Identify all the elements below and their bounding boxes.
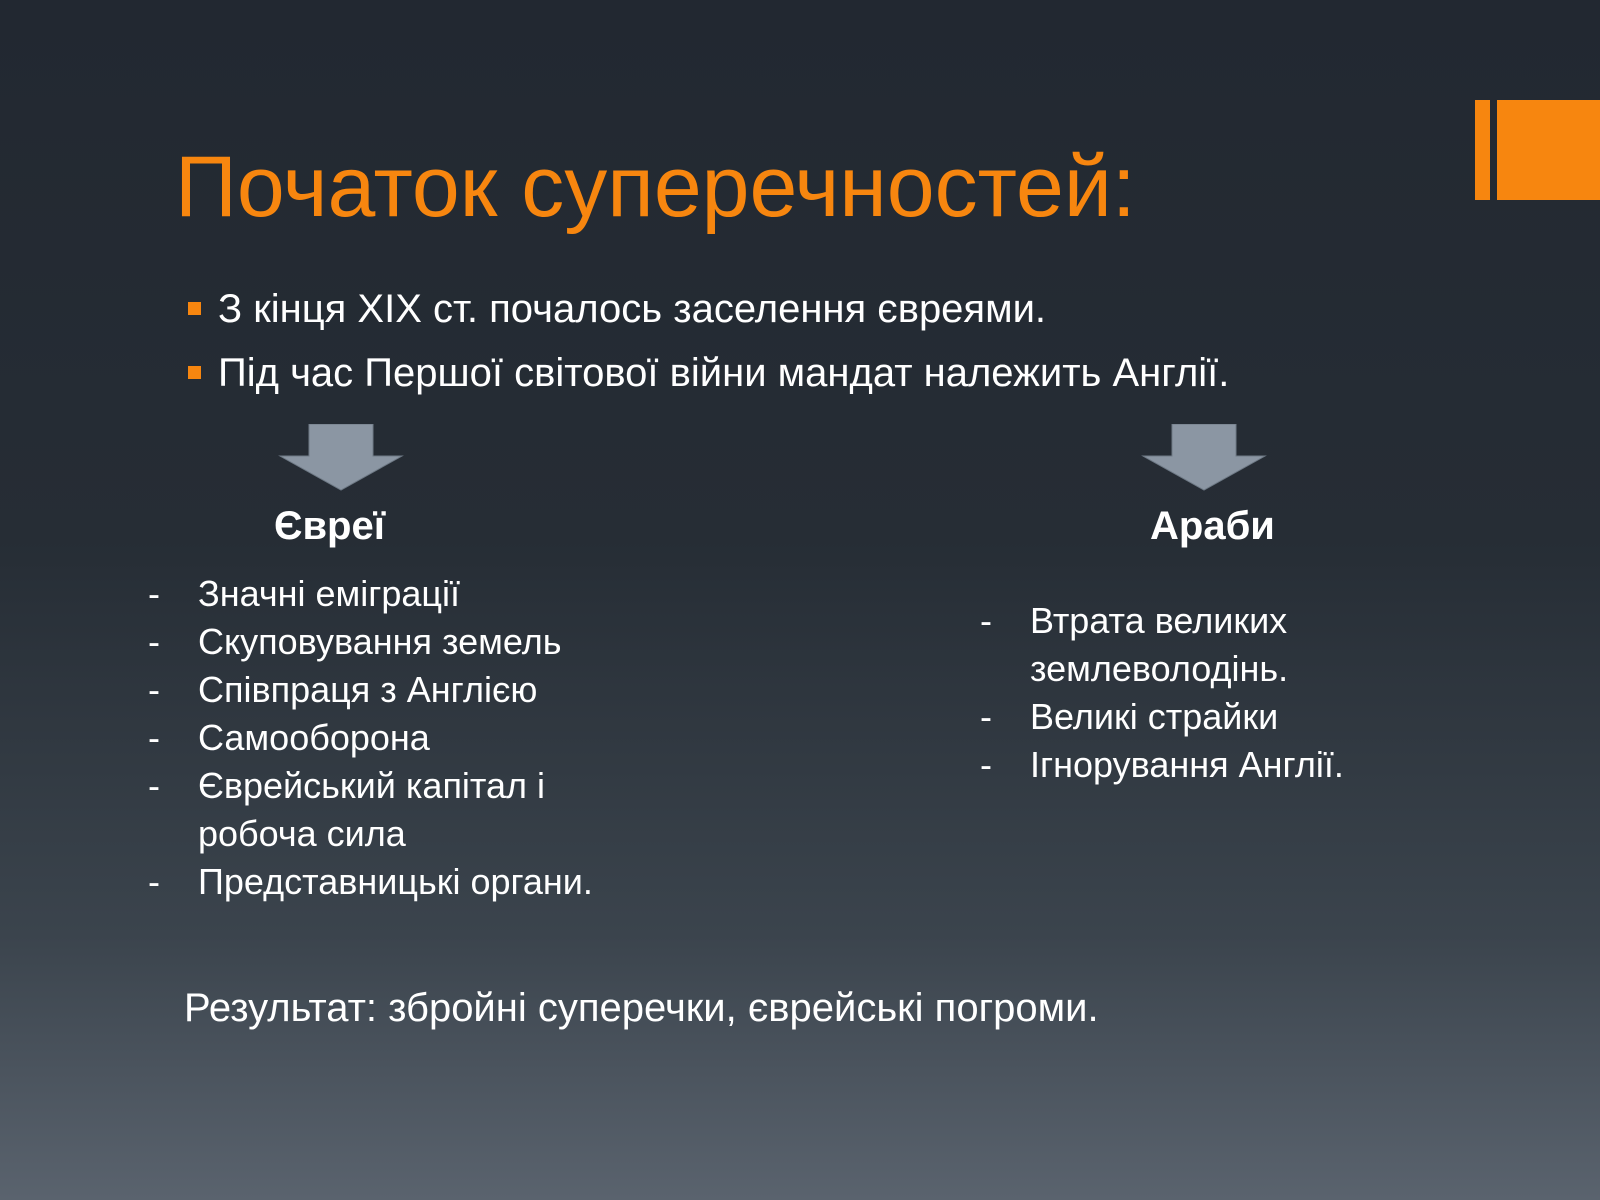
jews-heading: Євреї [274, 504, 385, 548]
accent-bar-thin [1475, 100, 1490, 200]
arabs-list [980, 597, 1344, 789]
list-item: - Співпраця з Англією [148, 666, 593, 714]
list-item: - Значні еміграції [148, 570, 593, 618]
arabs-heading: Араби [1150, 504, 1275, 548]
jews-list [148, 570, 593, 906]
list-item: - Ігнорування Англії. [980, 741, 1344, 789]
list-item: - Втрата великих [980, 597, 1344, 645]
down-arrow-icon [1141, 424, 1267, 492]
list-item: - Великі страйки [980, 693, 1344, 741]
list-item: - Представницькі органи. [148, 858, 593, 906]
list-item: - Скуповування земель [148, 618, 593, 666]
bullet-item: З кінця XIX ст. почалось заселення євреями. [188, 286, 1229, 350]
list-item: - Самооборона [148, 714, 593, 762]
slide-title: Початок суперечностей: [175, 139, 1136, 235]
bullet-item: Під час Першої світової війни мандат належить Англії. [188, 350, 1229, 414]
list-item-continuation: землеволодінь. [1030, 648, 1289, 689]
list-item-continuation: робоча сила [198, 813, 406, 854]
list-item: - Єврейський капітал і [148, 762, 593, 810]
intro-bullet-list [188, 286, 1229, 414]
accent-bar-block [1497, 100, 1600, 200]
down-arrow-icon [278, 424, 404, 492]
result-text: Результат: збройні суперечки, єврейські погроми. [184, 986, 1099, 1030]
